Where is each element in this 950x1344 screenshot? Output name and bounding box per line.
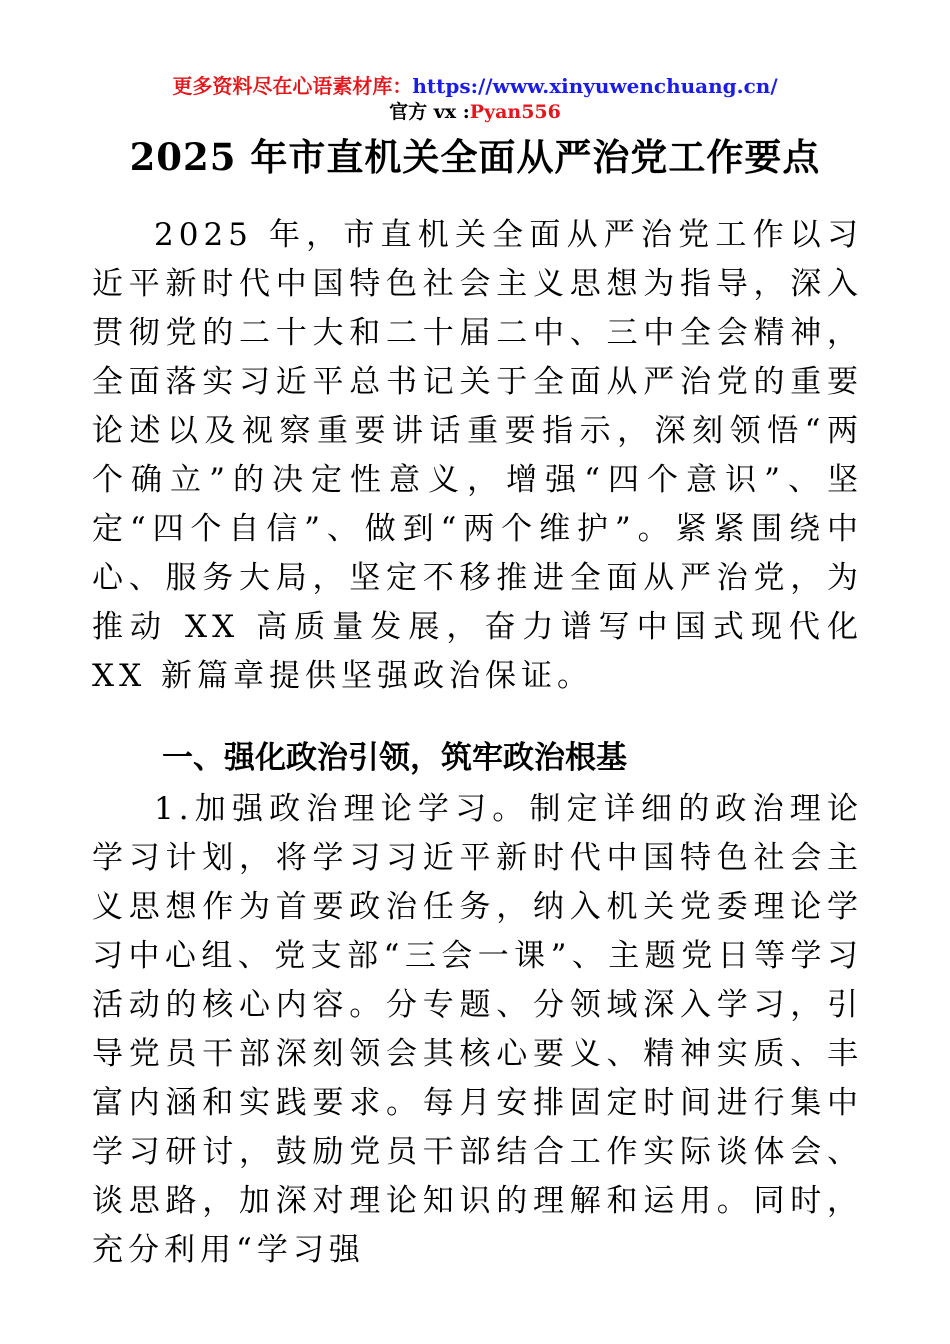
section-1-paragraph: 1.加强政治理论学习。制定详细的政治理论学习计划，将学习习近平新时代中国特色社会主义思想作为首要政治任务，纳入机关党委理论学习中心组、党支部“三会一课”、主题党日等学习活动的核心内容。分专题、分领域深入学习，引导党员干部深刻领会其核心要义、精神实质、丰富内涵和实践要求。每月安排固定时间进行集中学习研讨，鼓励党员干部结合工作实际谈体会、谈思路，加深对理论知识的理解和运用。同时，充分利用“学习强 xyxy=(92,791,863,1268)
vx-id: Pyan556 xyxy=(469,101,561,123)
promo-banner xyxy=(0,70,950,99)
vx-label: 官方 vx : xyxy=(389,101,470,123)
document-title: 2025 年市直机关全面从严治党工作要点 xyxy=(129,135,821,179)
promo-link[interactable]: https://www.xinyuwenchuang.cn/ xyxy=(412,74,778,98)
promo-text: 更多资料尽在心语素材库： xyxy=(172,74,413,98)
vx-contact xyxy=(0,97,950,124)
intro-paragraph: 2025 年，市直机关全面从严治党工作以习近平新时代中国特色社会主义思想为指导，深入贯彻党的二十大和二十届二中、三中全会精神，全面落实习近平总书记关于全面从严治党的重要论述以及视察重要讲话重要指示，深刻领悟“两个确立”的决定性意义，增强“四个意识”、坚定“四个自信”、做到“两个维护”。紧紧围绕中心、服务大局，坚定不移推进全面从严治党，为推动 XX 高质量发展，奋力谱写中国式现代化 XX 新篇章提供坚强政治保证。 xyxy=(92,217,863,694)
section-heading-1: 一、强化政治引领，筑牢政治根基 xyxy=(162,740,627,776)
